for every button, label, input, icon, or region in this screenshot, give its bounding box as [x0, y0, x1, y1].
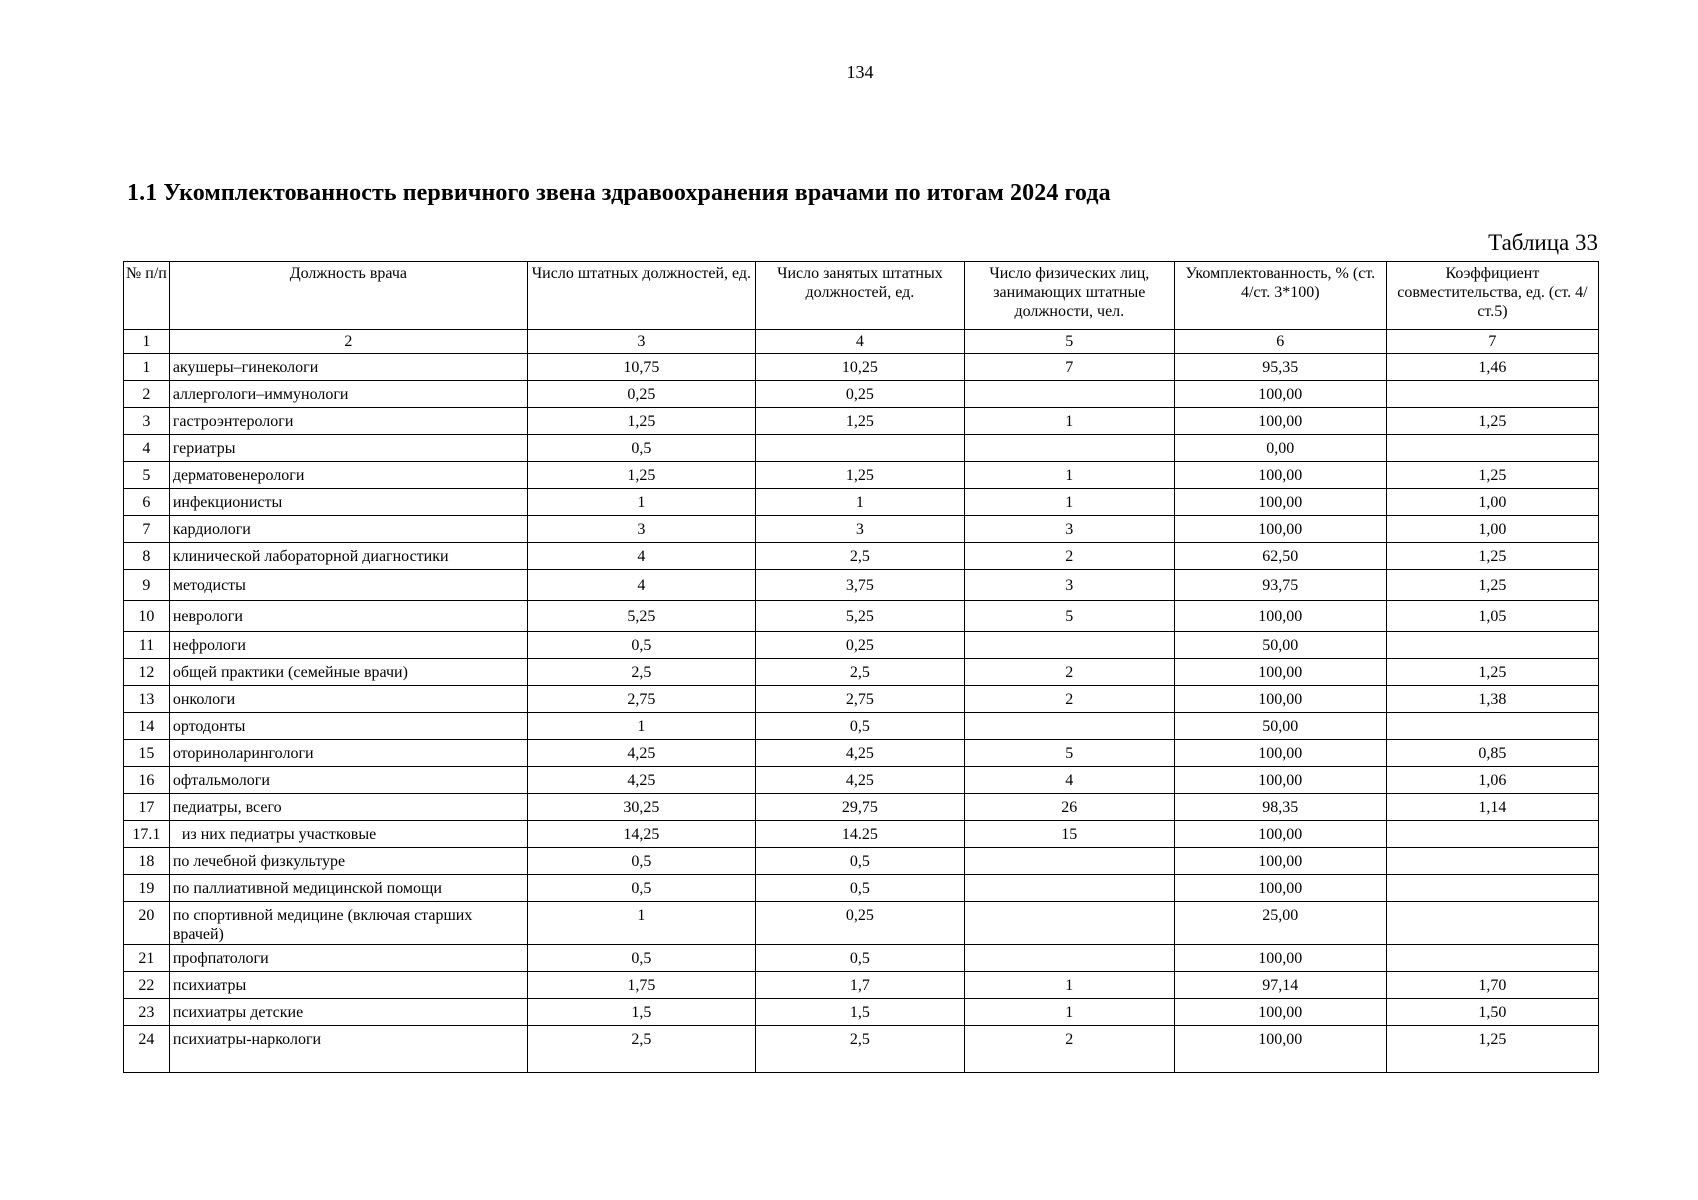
staffing-rate-cell: 93,75 — [1174, 570, 1386, 601]
table-body — [124, 354, 1599, 1073]
staff-positions-cell: 0,5 — [527, 875, 755, 902]
occupied-positions-cell: 3 — [755, 516, 964, 543]
table-row — [124, 435, 1599, 462]
individuals-cell: 3 — [964, 570, 1174, 601]
row-number-cell: 17 — [124, 794, 170, 821]
row-number-cell: 4 — [124, 435, 170, 462]
staffing-rate-cell: 100,00 — [1174, 945, 1386, 972]
row-number-cell: 13 — [124, 686, 170, 713]
staff-positions-cell: 2,5 — [527, 659, 755, 686]
staff-positions-cell: 1 — [527, 902, 755, 945]
occupied-positions-cell: 0,5 — [755, 945, 964, 972]
coefficient-cell — [1386, 632, 1598, 659]
table-row — [124, 381, 1599, 408]
table-row — [124, 740, 1599, 767]
position-name-cell: по лечебной физкультуре — [169, 848, 527, 875]
table-row — [124, 713, 1599, 740]
table-row — [124, 354, 1599, 381]
individuals-cell — [964, 435, 1174, 462]
staffing-rate-cell: 100,00 — [1174, 740, 1386, 767]
individuals-cell: 2 — [964, 659, 1174, 686]
individuals-cell — [964, 945, 1174, 972]
staff-positions-cell: 1 — [527, 713, 755, 740]
column-header-staffing-rate: Укомплектованность, % (ст. 4/ст. 3*100) — [1174, 262, 1386, 330]
column-header-staff-positions: Число штатных должностей, ед. — [527, 262, 755, 330]
coefficient-cell — [1386, 381, 1598, 408]
individuals-cell: 1 — [964, 999, 1174, 1026]
column-number: 2 — [169, 330, 527, 354]
row-number-cell: 6 — [124, 489, 170, 516]
position-name-cell: аллергологи–иммунологи — [169, 381, 527, 408]
individuals-cell: 7 — [964, 354, 1174, 381]
table-row — [124, 570, 1599, 601]
staffing-rate-cell: 100,00 — [1174, 659, 1386, 686]
position-name-cell: психиатры-наркологи — [169, 1026, 527, 1073]
staff-positions-cell: 1,25 — [527, 408, 755, 435]
position-name-cell: психиатры — [169, 972, 527, 999]
staff-positions-cell: 4,25 — [527, 740, 755, 767]
row-number-cell: 11 — [124, 632, 170, 659]
row-number-cell: 9 — [124, 570, 170, 601]
row-number-cell: 23 — [124, 999, 170, 1026]
individuals-cell: 1 — [964, 972, 1174, 999]
row-number-cell: 17.1 — [124, 821, 170, 848]
staff-positions-cell: 0,5 — [527, 848, 755, 875]
occupied-positions-cell: 1 — [755, 489, 964, 516]
table-row — [124, 408, 1599, 435]
individuals-cell — [964, 381, 1174, 408]
individuals-cell — [964, 875, 1174, 902]
coefficient-cell: 1,00 — [1386, 516, 1598, 543]
table-row — [124, 601, 1599, 632]
individuals-cell: 5 — [964, 601, 1174, 632]
position-name-cell: психиатры детские — [169, 999, 527, 1026]
row-number-cell: 2 — [124, 381, 170, 408]
individuals-cell: 2 — [964, 1026, 1174, 1073]
staffing-rate-cell: 98,35 — [1174, 794, 1386, 821]
position-name-cell: педиатры, всего — [169, 794, 527, 821]
staff-positions-cell: 0,25 — [527, 381, 755, 408]
table-row — [124, 1026, 1599, 1073]
coefficient-cell: 1,00 — [1386, 489, 1598, 516]
row-number-cell: 5 — [124, 462, 170, 489]
coefficient-cell: 1,25 — [1386, 408, 1598, 435]
row-number-cell: 20 — [124, 902, 170, 945]
occupied-positions-cell: 0,5 — [755, 713, 964, 740]
column-number: 5 — [964, 330, 1174, 354]
column-header-individuals: Число физических лиц, занимающих штатные должности, чел. — [964, 262, 1174, 330]
staffing-rate-cell: 100,00 — [1174, 489, 1386, 516]
occupied-positions-cell: 0,25 — [755, 902, 964, 945]
staffing-rate-cell: 25,00 — [1174, 902, 1386, 945]
individuals-cell: 2 — [964, 543, 1174, 570]
coefficient-cell: 1,46 — [1386, 354, 1598, 381]
staff-positions-cell: 1,5 — [527, 999, 755, 1026]
staffing-rate-cell: 50,00 — [1174, 632, 1386, 659]
position-name-cell: по спортивной медицине (включая старших врачей) — [169, 902, 527, 945]
staff-positions-cell: 3 — [527, 516, 755, 543]
occupied-positions-cell: 10,25 — [755, 354, 964, 381]
row-number-cell: 1 — [124, 354, 170, 381]
staffing-rate-cell: 95,35 — [1174, 354, 1386, 381]
staff-positions-cell: 0,5 — [527, 632, 755, 659]
row-number-cell: 3 — [124, 408, 170, 435]
position-name-cell: инфекционисты — [169, 489, 527, 516]
staff-positions-cell: 0,5 — [527, 435, 755, 462]
row-number-cell: 10 — [124, 601, 170, 632]
position-name-cell: кардиологи — [169, 516, 527, 543]
occupied-positions-cell: 1,7 — [755, 972, 964, 999]
individuals-cell: 1 — [964, 408, 1174, 435]
header-row — [124, 262, 1599, 330]
occupied-positions-cell: 1,25 — [755, 408, 964, 435]
coefficient-cell — [1386, 902, 1598, 945]
column-number-row — [124, 330, 1599, 354]
table-row — [124, 972, 1599, 999]
staff-positions-cell: 1,75 — [527, 972, 755, 999]
occupied-positions-cell: 1,5 — [755, 999, 964, 1026]
column-header-position: Должность врача — [169, 262, 527, 330]
occupied-positions-cell: 0,25 — [755, 632, 964, 659]
table-row — [124, 659, 1599, 686]
coefficient-cell — [1386, 848, 1598, 875]
position-name-cell: оториноларингологи — [169, 740, 527, 767]
staff-positions-cell: 10,75 — [527, 354, 755, 381]
individuals-cell — [964, 632, 1174, 659]
coefficient-cell — [1386, 713, 1598, 740]
row-number-cell: 15 — [124, 740, 170, 767]
staffing-rate-cell: 100,00 — [1174, 601, 1386, 632]
individuals-cell — [964, 902, 1174, 945]
staffing-rate-cell: 100,00 — [1174, 516, 1386, 543]
table-row — [124, 462, 1599, 489]
individuals-cell: 4 — [964, 767, 1174, 794]
staffing-rate-cell: 100,00 — [1174, 686, 1386, 713]
coefficient-cell: 1,05 — [1386, 601, 1598, 632]
coefficient-cell: 0,85 — [1386, 740, 1598, 767]
column-number: 4 — [755, 330, 964, 354]
table-row — [124, 632, 1599, 659]
row-number-cell: 8 — [124, 543, 170, 570]
coefficient-cell: 1,14 — [1386, 794, 1598, 821]
row-number-cell: 22 — [124, 972, 170, 999]
table-row — [124, 875, 1599, 902]
staff-positions-cell: 5,25 — [527, 601, 755, 632]
table-row — [124, 945, 1599, 972]
staff-positions-cell: 2,5 — [527, 1026, 755, 1073]
staffing-rate-cell: 100,00 — [1174, 462, 1386, 489]
page-number: 134 — [846, 62, 874, 82]
table-row — [124, 767, 1599, 794]
row-number-cell: 14 — [124, 713, 170, 740]
position-name-cell: ортодонты — [169, 713, 527, 740]
staff-positions-cell: 30,25 — [527, 794, 755, 821]
individuals-cell — [964, 848, 1174, 875]
occupied-positions-cell: 2,5 — [755, 659, 964, 686]
staffing-rate-cell: 100,00 — [1174, 408, 1386, 435]
table-row — [124, 902, 1599, 945]
staffing-rate-cell: 100,00 — [1174, 999, 1386, 1026]
staffing-rate-cell: 100,00 — [1174, 821, 1386, 848]
individuals-cell: 5 — [964, 740, 1174, 767]
occupied-positions-cell — [755, 435, 964, 462]
staff-positions-cell: 4,25 — [527, 767, 755, 794]
section-heading: 1.1 Укомплектованность первичного звена здравоохранения врачами по итогам 2024 года — [127, 180, 1111, 206]
occupied-positions-cell: 1,25 — [755, 462, 964, 489]
row-number-cell: 24 — [124, 1026, 170, 1073]
staffing-rate-cell: 97,14 — [1174, 972, 1386, 999]
staffing-rate-cell: 100,00 — [1174, 381, 1386, 408]
coefficient-cell: 1,25 — [1386, 570, 1598, 601]
coefficient-cell: 1,70 — [1386, 972, 1598, 999]
occupied-positions-cell: 0,25 — [755, 381, 964, 408]
staff-positions-cell: 4 — [527, 543, 755, 570]
coefficient-cell: 1,06 — [1386, 767, 1598, 794]
coefficient-cell: 1,25 — [1386, 659, 1598, 686]
table-row — [124, 794, 1599, 821]
table-caption: Таблица 33 — [1488, 230, 1598, 255]
row-number-cell: 16 — [124, 767, 170, 794]
position-name-cell: онкологи — [169, 686, 527, 713]
individuals-cell: 26 — [964, 794, 1174, 821]
table-row — [124, 543, 1599, 570]
individuals-cell: 1 — [964, 462, 1174, 489]
staffing-rate-cell: 62,50 — [1174, 543, 1386, 570]
table-row — [124, 848, 1599, 875]
row-number-cell: 18 — [124, 848, 170, 875]
column-number: 6 — [1174, 330, 1386, 354]
position-name-cell: по паллиативной медицинской помощи — [169, 875, 527, 902]
coefficient-cell: 1,25 — [1386, 543, 1598, 570]
column-number: 1 — [124, 330, 170, 354]
position-name-cell: профпатологи — [169, 945, 527, 972]
coefficient-cell — [1386, 435, 1598, 462]
occupied-positions-cell: 2,5 — [755, 543, 964, 570]
occupied-positions-cell: 3,75 — [755, 570, 964, 601]
occupied-positions-cell: 0,5 — [755, 848, 964, 875]
coefficient-cell: 1,25 — [1386, 462, 1598, 489]
staff-positions-cell: 14,25 — [527, 821, 755, 848]
staffing-table — [123, 261, 1599, 1073]
individuals-cell: 1 — [964, 489, 1174, 516]
position-name-cell: клинической лабораторной диагностики — [169, 543, 527, 570]
row-number-cell: 7 — [124, 516, 170, 543]
position-name-cell: дерматовенерологи — [169, 462, 527, 489]
column-header-occupied-positions: Число занятых штатных должностей, ед. — [755, 262, 964, 330]
coefficient-cell — [1386, 821, 1598, 848]
coefficient-cell: 1,25 — [1386, 1026, 1598, 1073]
individuals-cell: 2 — [964, 686, 1174, 713]
coefficient-cell — [1386, 945, 1598, 972]
position-name-cell: акушеры–гинекологи — [169, 354, 527, 381]
row-number-cell: 21 — [124, 945, 170, 972]
occupied-positions-cell: 5,25 — [755, 601, 964, 632]
occupied-positions-cell: 4,25 — [755, 767, 964, 794]
staff-positions-cell: 2,75 — [527, 686, 755, 713]
table-row — [124, 516, 1599, 543]
table-row — [124, 686, 1599, 713]
coefficient-cell: 1,38 — [1386, 686, 1598, 713]
position-name-cell: общей практики (семейные врачи) — [169, 659, 527, 686]
row-number-cell: 19 — [124, 875, 170, 902]
staffing-rate-cell: 0,00 — [1174, 435, 1386, 462]
position-name-cell: гастроэнтерологи — [169, 408, 527, 435]
staffing-rate-cell: 100,00 — [1174, 1026, 1386, 1073]
occupied-positions-cell: 2,75 — [755, 686, 964, 713]
table-row — [124, 821, 1599, 848]
individuals-cell: 3 — [964, 516, 1174, 543]
occupied-positions-cell: 29,75 — [755, 794, 964, 821]
coefficient-cell — [1386, 875, 1598, 902]
occupied-positions-cell: 4,25 — [755, 740, 964, 767]
column-header-number: № п/п — [124, 262, 170, 330]
table-row — [124, 489, 1599, 516]
staff-positions-cell: 1 — [527, 489, 755, 516]
staffing-rate-cell: 50,00 — [1174, 713, 1386, 740]
position-name-cell: нефрологи — [169, 632, 527, 659]
position-name-cell: гериатры — [169, 435, 527, 462]
staff-positions-cell: 4 — [527, 570, 755, 601]
staff-positions-cell: 0,5 — [527, 945, 755, 972]
staffing-rate-cell: 100,00 — [1174, 767, 1386, 794]
position-name-cell: неврологи — [169, 601, 527, 632]
column-number: 7 — [1386, 330, 1598, 354]
individuals-cell — [964, 713, 1174, 740]
staffing-rate-cell: 100,00 — [1174, 848, 1386, 875]
position-name-cell: методисты — [169, 570, 527, 601]
coefficient-cell: 1,50 — [1386, 999, 1598, 1026]
position-name-cell: из них педиатры участковые — [169, 821, 527, 848]
occupied-positions-cell: 0,5 — [755, 875, 964, 902]
column-header-combination-coefficient: Коэффициент совместительства, ед. (ст. 4/ст.5) — [1386, 262, 1598, 330]
column-number: 3 — [527, 330, 755, 354]
row-number-cell: 12 — [124, 659, 170, 686]
position-name-cell: офтальмологи — [169, 767, 527, 794]
staff-positions-cell: 1,25 — [527, 462, 755, 489]
table-row — [124, 999, 1599, 1026]
occupied-positions-cell: 14.25 — [755, 821, 964, 848]
staffing-rate-cell: 100,00 — [1174, 875, 1386, 902]
individuals-cell: 15 — [964, 821, 1174, 848]
occupied-positions-cell: 2,5 — [755, 1026, 964, 1073]
